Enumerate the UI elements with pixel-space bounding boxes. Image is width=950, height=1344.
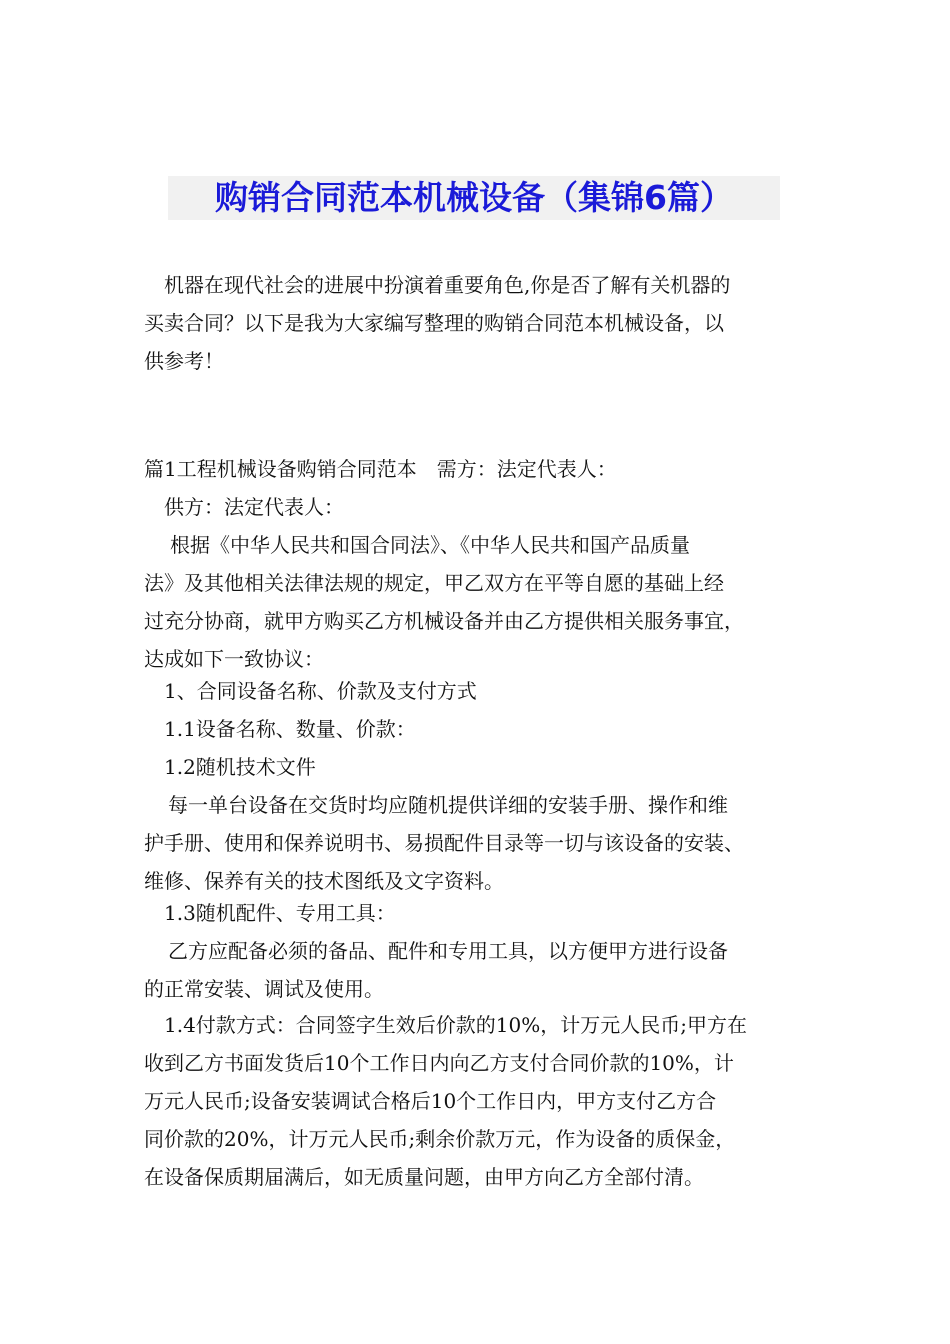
paragraph-line: 根据《中华人民共和国合同法》、《中华人民共和国产品质量 xyxy=(170,533,690,557)
section-heading: 篇1工程机械设备购销合同范本 需方：法定代表人： xyxy=(144,457,617,481)
paragraph-line: 1.4付款方式：合同签字生效后价款的10%，计万元人民币;甲方在 xyxy=(164,1013,747,1037)
intro-line-2: 买卖合同？以下是我为大家编写整理的购销合同范本机械设备，以 xyxy=(144,311,724,335)
paragraph-line: 收到乙方书面发货后10个工作日内向乙方支付合同价款的10%，计 xyxy=(144,1051,734,1075)
supplier-line: 供方：法定代表人： xyxy=(164,495,344,519)
paragraph-line: 在设备保质期届满后，如无质量问题，由甲方向乙方全部付清。 xyxy=(144,1165,704,1189)
clause-heading: 1、合同设备名称、价款及支付方式 xyxy=(164,679,477,703)
clause-heading: 1.3随机配件、专用工具： xyxy=(164,901,396,925)
paragraph-line: 维修、保养有关的技术图纸及文字资料。 xyxy=(144,869,504,893)
paragraph-line: 法》及其他相关法律法规的规定，甲乙双方在平等自愿的基础上经 xyxy=(144,571,724,595)
paragraph-line: 乙方应配备必须的备品、配件和专用工具，以方便甲方进行设备 xyxy=(168,939,728,963)
clause-heading: 1.2随机技术文件 xyxy=(164,755,316,779)
paragraph-line: 护手册、使用和保养说明书、易损配件目录等一切与该设备的安装、 xyxy=(144,831,744,855)
paragraph-line: 万元人民币;设备安装调试合格后10个工作日内，甲方支付乙方合 xyxy=(144,1089,717,1113)
paragraph-line: 过充分协商，就甲方购买乙方机械设备并由乙方提供相关服务事宜， xyxy=(144,609,744,633)
paragraph-line: 的正常安装、调试及使用。 xyxy=(144,977,384,1001)
intro-line-3: 供参考！ xyxy=(144,349,224,373)
clause-heading: 1.1设备名称、数量、价款： xyxy=(164,717,416,741)
paragraph-line: 每一单台设备在交货时均应随机提供详细的安装手册、操作和维 xyxy=(168,793,728,817)
paragraph-line: 同价款的20%，计万元人民币;剩余价款万元，作为设备的质保金， xyxy=(144,1127,736,1151)
intro-line-1: 机器在现代社会的进展中扮演着重要角色,你是否了解有关机器的 xyxy=(164,273,731,297)
document-title: 购销合同范本机械设备（集锦6篇） xyxy=(215,178,733,217)
paragraph-line: 达成如下一致协议： xyxy=(144,647,324,671)
